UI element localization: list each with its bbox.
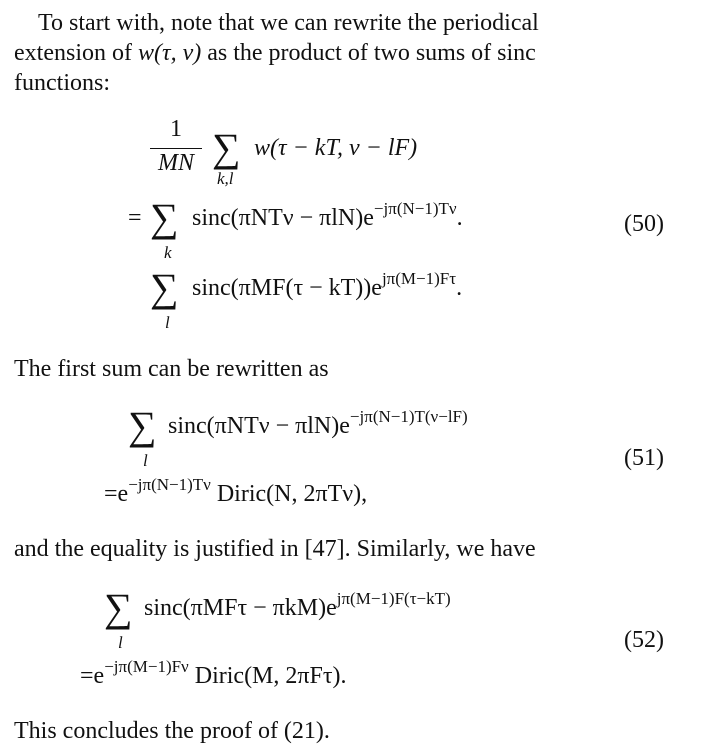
equation-50-line-2: $\sin c(\pi NT\nu - \pi lN)e^{-j\pi(N-1)T\nu}$.	[192, 199, 463, 231]
equation-number: (50)	[624, 211, 664, 237]
equation-51-line-1: $\sin c(\pi NT\nu - \pi lN)e^{-j\pi(N-1)T(\nu-lF)}$	[168, 407, 468, 439]
fraction-numerator: 1	[170, 116, 182, 142]
fraction-denominator: MN	[158, 150, 194, 176]
summation-symbol: ∑	[128, 403, 157, 448]
equation-number: (52)	[624, 627, 664, 653]
paragraph-first-sum: The first sum can be rewritten as	[14, 356, 329, 382]
text-segment: extension of	[14, 40, 132, 66]
equation-50-line-1: w(τ − kT, ν − lF)	[254, 135, 418, 161]
equals-sign: =	[128, 205, 142, 231]
paragraph-intro-line-2	[14, 38, 536, 68]
summation-index: k,l	[217, 169, 234, 188]
equation-52-line-2: $=e^{-j\pi(M-1)F\nu}$ Diric(M, 2πFτ).	[80, 657, 347, 689]
summation-symbol: ∑	[104, 585, 133, 630]
summation-index: l	[165, 313, 170, 332]
equation-number: (51)	[624, 445, 664, 471]
summation-symbol: ∑	[150, 195, 179, 240]
summation-symbol: ∑	[212, 125, 241, 170]
math-inline: w(τ, ν)	[137, 40, 202, 66]
paragraph-equality-justified: and the equality is justified in [47]. Similarly, we have	[14, 536, 536, 562]
equation-51-line-2: $=e^{-j\pi(N-1)T\nu}$ Diric(N, 2πTν),	[104, 475, 368, 507]
summation-index: k	[164, 243, 172, 262]
paragraph-conclusion: This concludes the proof of (21).	[14, 718, 330, 744]
fraction-bar	[150, 148, 202, 149]
equation-50-line-3: $\sin c(\pi MF(\tau - kT))e^{j\pi(M-1)F\tau}$.	[192, 269, 463, 301]
summation-symbol: ∑	[150, 265, 179, 310]
summation-index: l	[118, 633, 123, 652]
paragraph-intro-line-3: functions:	[14, 70, 110, 96]
paragraph-intro-line-1: To start with, note that we can rewrite the periodical	[38, 10, 539, 36]
equation-52-line-1: $\sin c(\pi MF\tau - \pi kM)e^{j\pi(M-1)F(\tau-kT)}$	[144, 589, 451, 621]
summation-index: l	[143, 451, 148, 470]
text-segment: as the product of two sums of sinc	[207, 40, 536, 66]
